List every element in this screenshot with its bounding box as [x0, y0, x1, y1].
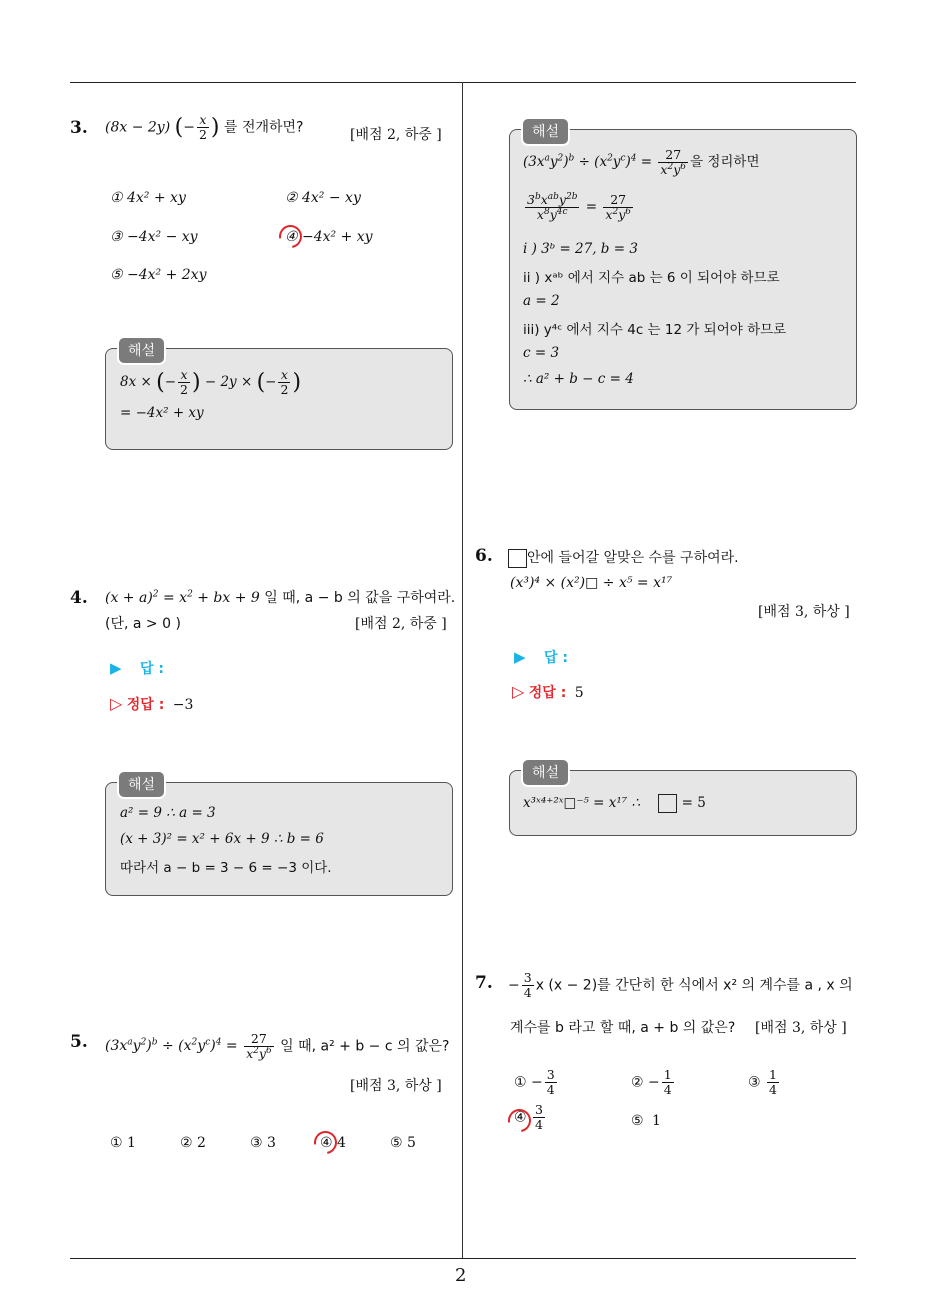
- q5-solution-line2: $\frac{3^bx^{ab}y^{2b}}{x^8y^{4c}}$ = $\frac{27}{x^2y^6}$: [527, 192, 631, 223]
- q4-number: 4.: [70, 588, 88, 608]
- q6-expression: (x³)⁴ × (x²)□ ÷ x⁵ = x¹⁷: [510, 575, 673, 591]
- q5-solution-ii-result: a = 2: [523, 293, 560, 309]
- q6-solution-line: [523, 794, 706, 813]
- q7-choice-3-mark: ③: [748, 1074, 761, 1091]
- q4-correct-label: 정답 :: [126, 697, 165, 713]
- q3-question-tail: 를 전개하면?: [223, 119, 304, 136]
- q4-question-line2: (단, a > 0 ): [105, 616, 181, 632]
- q6-correct-label: 정답 :: [528, 685, 567, 701]
- q5-choice-5[interactable]: ⑤ 5: [390, 1135, 416, 1151]
- q5-choice-4[interactable]: ④ 4: [320, 1135, 346, 1151]
- q5-answer-mark: [309, 1126, 341, 1158]
- q6-question-text: 안에 들어갈 알맞은 수를 구하여라.: [527, 550, 739, 566]
- q6-correct-row: [512, 682, 584, 702]
- blank-box-icon: [508, 549, 527, 568]
- outline-play-icon: ▷: [110, 694, 123, 713]
- q5-choice-3[interactable]: ③ 3: [250, 1135, 276, 1151]
- outline-play-icon: ▷: [512, 682, 525, 701]
- q6-correct-value: 5: [574, 685, 584, 701]
- q6-meta: [배점 3, 하상 ]: [758, 604, 850, 620]
- q3-answer-mark: [274, 220, 306, 252]
- q4-solution-line2: (x + 3)² = x² + 6x + 9 ∴ b = 6: [120, 831, 324, 847]
- q5-solution-iii-result: c = 3: [523, 345, 560, 361]
- q3-solution-line1: 8x × (− $\frac{x}{2}$ ) − 2y × (− $\frac{x}{2}$ ): [120, 367, 302, 397]
- q6-answer-row: [514, 647, 568, 667]
- bottom-rule: [70, 1258, 856, 1259]
- q7-question-line1: − $\frac{3}{4}$ x (x − 2)를 간단히 한 식에서 x² 의 계수를 a , x 의: [508, 970, 853, 1000]
- q3-number: 3.: [70, 118, 88, 138]
- q5-question-tail: 일 때, a² + b − c 의 값은?: [280, 1038, 450, 1055]
- q7-number: 7.: [475, 973, 493, 993]
- q5-solution-tag: 해설: [521, 117, 570, 146]
- q4-answer-label: 답 :: [140, 661, 164, 677]
- q3-choice-1[interactable]: ① 4x² + xy: [110, 190, 186, 206]
- page-number: 2: [455, 1265, 467, 1286]
- q4-solution-line1: a² = 9 ∴ a = 3: [120, 805, 216, 821]
- q7-choice-5-mark: ⑤: [631, 1113, 644, 1129]
- q3-question: (8x − 2y) (− $\frac{x}{2}$ ) 를 전개하면?: [105, 112, 304, 142]
- q6-solution-value: = 5: [681, 795, 706, 811]
- column-divider: [462, 82, 463, 1258]
- q7-choice-5-value: 1: [652, 1113, 661, 1129]
- q7-choice-2-mark: ②: [631, 1074, 644, 1091]
- q7-choice-4-mark: ④: [514, 1109, 527, 1126]
- q3-meta: [배점 2, 하중 ]: [350, 127, 442, 143]
- q5-choice-1[interactable]: ① 1: [110, 1135, 136, 1151]
- q7-choice-2[interactable]: ② − $\frac{1}{4}$: [631, 1067, 672, 1097]
- q7-choice-1[interactable]: ① − $\frac{3}{4}$: [514, 1067, 555, 1097]
- q6-solution-expr: x³ˣ⁴⁺²ˣ□⁻⁵ = x¹⁷ ∴: [523, 795, 641, 811]
- q4-solution-tag: 해설: [117, 770, 166, 799]
- q4-question-tail: 일 때, a − b 의 값을 구하여라.: [264, 590, 456, 606]
- q6-answer-label: 답 :: [544, 650, 568, 666]
- q4-question-line1: $(x + a)^2 = x^2$ + bx + 9 일 때, a − b 의 값을 구하여라.: [105, 589, 456, 606]
- q4-correct-value: −3: [172, 697, 194, 713]
- q7-choice-4[interactable]: ④ $\frac{3}{4}$: [514, 1102, 543, 1132]
- q5-number: 5.: [70, 1032, 88, 1052]
- q5-solution-iii: iii) y⁴ᶜ 에서 지수 4c 는 12 가 되어야 하므로: [523, 322, 787, 338]
- q5-meta: [배점 3, 하상 ]: [350, 1078, 442, 1094]
- q6-question: [508, 547, 739, 568]
- q4-correct-row: [110, 694, 193, 714]
- q5-solution-ii: ii ) xᵃᵇ 에서 지수 ab 는 6 이 되어야 하므로: [523, 270, 780, 286]
- play-icon: ▶: [514, 648, 526, 666]
- q3-choice-4[interactable]: ④ −4x² + xy: [285, 229, 373, 245]
- q4-solution-line3: 따라서 a − b = 3 − 6 = −3 이다.: [120, 860, 332, 876]
- q7-choice-3[interactable]: ③ $\frac{1}{4}$: [748, 1067, 777, 1097]
- q6-solution-tag: 해설: [521, 758, 570, 787]
- q7-choice-1-mark: ①: [514, 1074, 527, 1091]
- q4-meta: [배점 2, 하중 ]: [355, 616, 447, 632]
- q3-choice-3[interactable]: ③ −4x² − xy: [110, 229, 198, 245]
- q6-number: 6.: [475, 546, 493, 566]
- blank-box-icon: [658, 794, 677, 813]
- q3-solution-tag: 해설: [117, 336, 166, 365]
- q5-solution-line1-tail: 을 정리하면: [690, 153, 760, 170]
- q3-choice-2[interactable]: ② 4x² − xy: [285, 190, 361, 206]
- q7-question-tail: x (x − 2)를 간단히 한 식에서 x² 의 계수를 a , x 의: [535, 977, 853, 994]
- play-icon: ▶: [110, 659, 122, 677]
- q5-question: $(3x^ay^2)^b \div (x^2y^c)^4$ = $\frac{27}{x^2y^6}$ 일 때, a² + b − c 의 값은?: [105, 1031, 450, 1061]
- q5-solution-conclusion: ∴ a² + b − c = 4: [523, 371, 634, 387]
- q3-choice-5[interactable]: ⑤ −4x² + 2xy: [110, 267, 207, 283]
- q3-solution-line2: = −4x² + xy: [120, 405, 204, 421]
- q7-question-line2: 계수를 b 라고 할 때, a + b 의 값은?: [510, 1020, 736, 1036]
- q7-choice-5[interactable]: [631, 1113, 661, 1129]
- top-rule: [70, 82, 856, 83]
- q5-solution-i: i ) 3ᵇ = 27, b = 3: [523, 241, 638, 257]
- q7-meta: [배점 3, 하상 ]: [755, 1020, 847, 1036]
- q5-choice-2[interactable]: ② 2: [180, 1135, 206, 1151]
- q4-answer-row: [110, 658, 164, 678]
- q5-solution-line1: $(3x^ay^2)^b \div (x^2y^c)^4$ = $\frac{27}{x^2y^6}$ 을 정리하면: [523, 147, 760, 177]
